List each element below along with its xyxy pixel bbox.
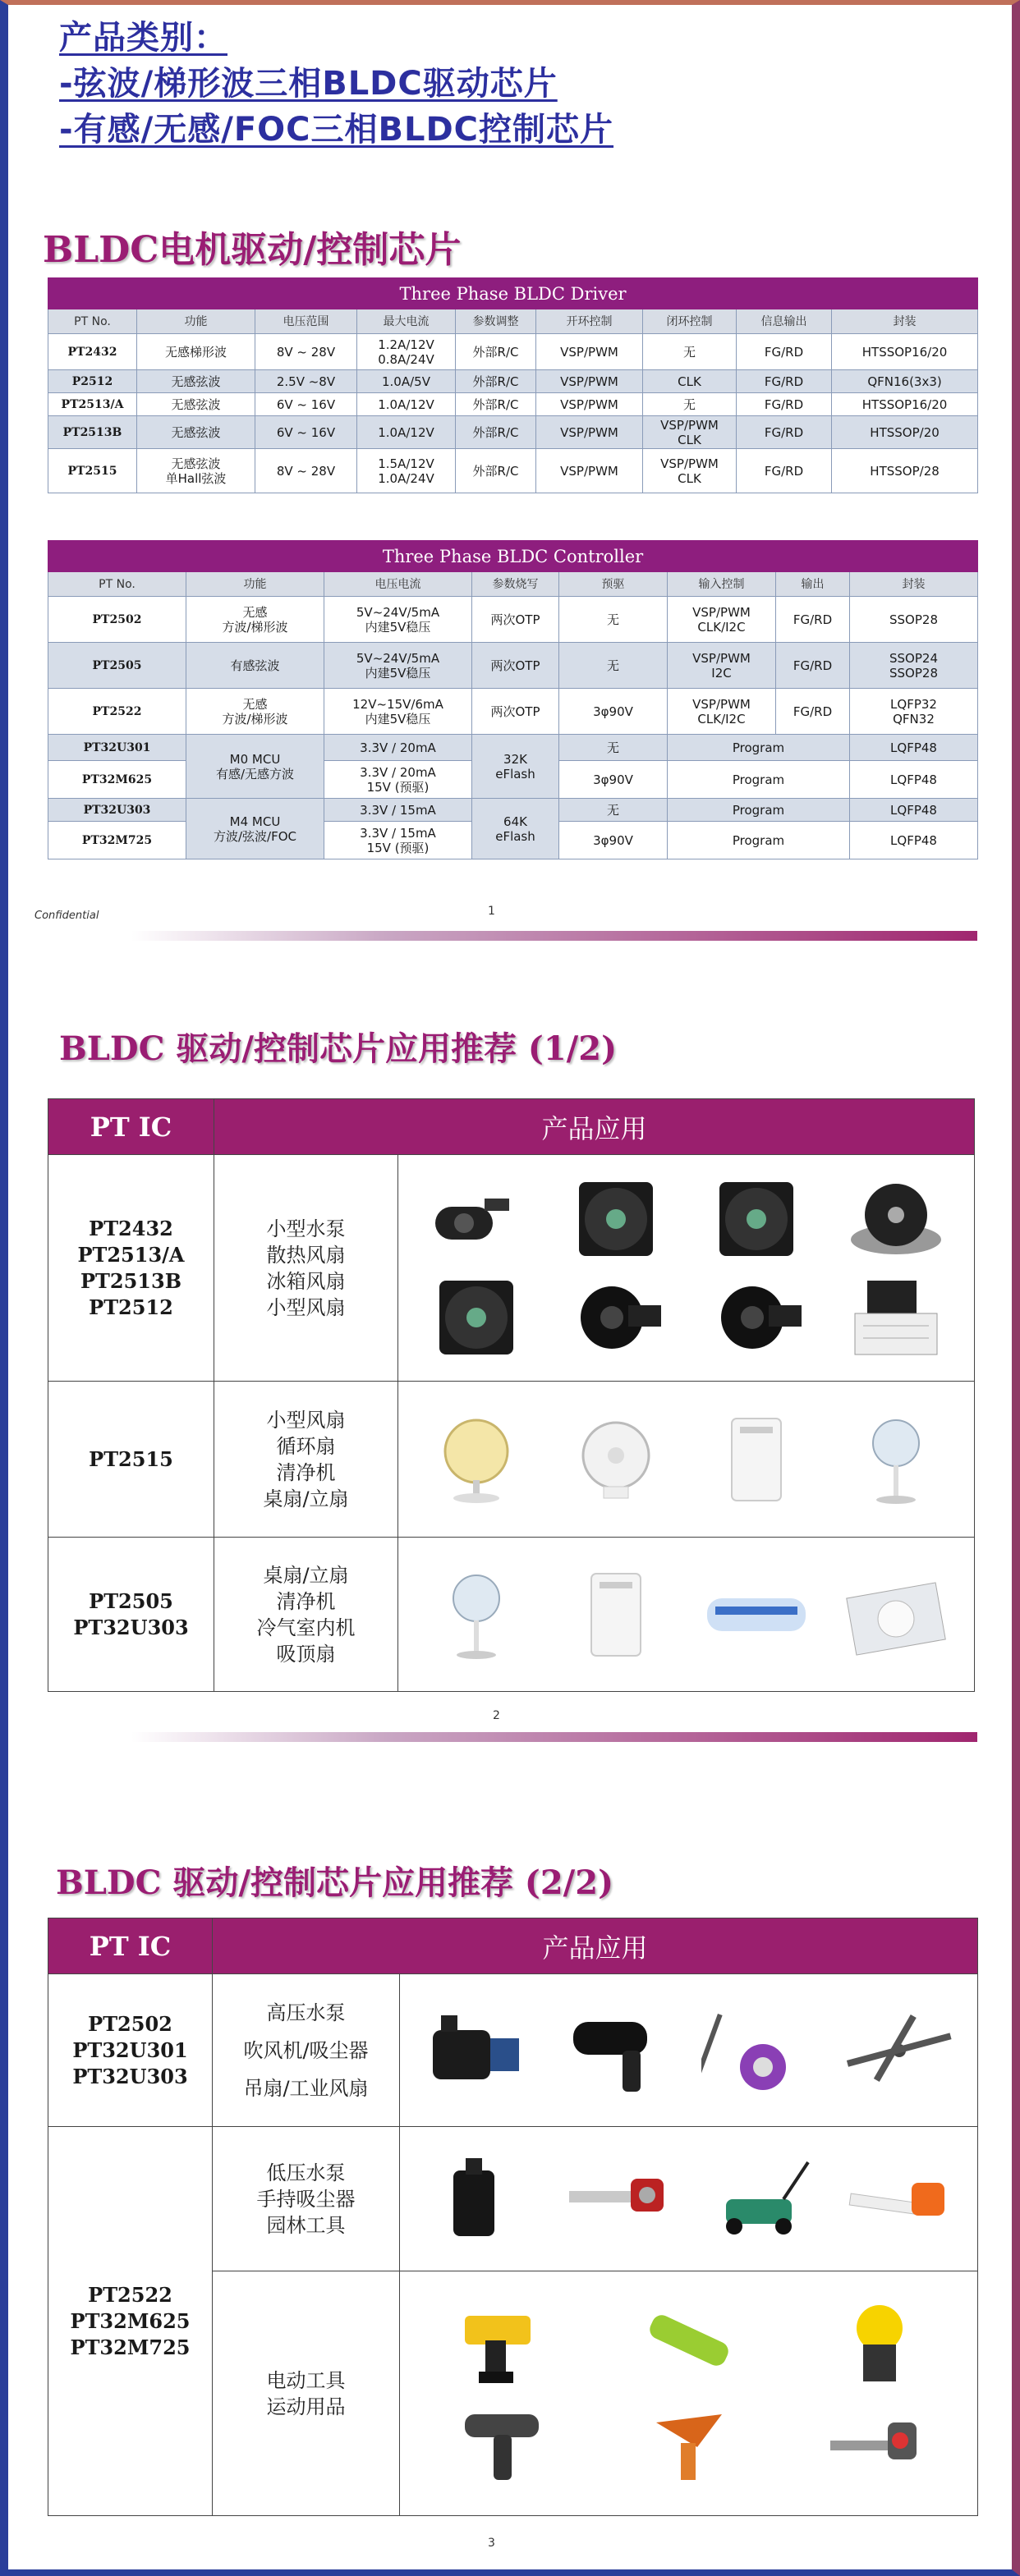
table-row bbox=[48, 334, 978, 370]
driver-table bbox=[48, 277, 978, 493]
list-item: PT32U303 bbox=[73, 1615, 189, 1639]
table-row bbox=[48, 643, 978, 689]
table-cell: SSOP28 bbox=[850, 597, 978, 643]
drill-image bbox=[416, 2295, 588, 2394]
col-header-pt-ic: PT IC bbox=[48, 1099, 214, 1155]
slide2-title: BLDC 驱动/控制芯片应用推荐 (1/2) bbox=[59, 1029, 618, 1068]
table-cell: HTSSOP/20 bbox=[832, 416, 978, 449]
slide1-title: BLDC电机驱动/控制芯片 bbox=[43, 229, 462, 271]
table-cell: PT32U303 bbox=[48, 799, 186, 822]
hair-dryer-image bbox=[553, 2001, 684, 2100]
table-cell: 两次OTP bbox=[472, 643, 559, 689]
table-cell: 8V ~ 28V bbox=[255, 334, 357, 370]
table-cell: LQFP48 bbox=[850, 735, 978, 761]
table-cell: 外部R/C bbox=[456, 334, 536, 370]
product-images bbox=[400, 2271, 978, 2516]
header-line-controller: -有感/无感/FOC三相BLDC控制芯片 bbox=[59, 111, 614, 149]
list-item: PT2502 bbox=[88, 2011, 172, 2036]
table-cell: PT32M625 bbox=[48, 761, 186, 799]
table-cell: 8V ~ 28V bbox=[255, 449, 357, 493]
table-row bbox=[48, 416, 978, 449]
table-cell: PT2522 bbox=[48, 689, 186, 735]
table-cell: 无感弦波 单Hall弦波 bbox=[137, 449, 255, 493]
ic-list bbox=[48, 1974, 213, 2127]
ic-list bbox=[48, 2127, 213, 2516]
table-row bbox=[48, 370, 978, 393]
controller-table bbox=[48, 540, 978, 859]
table-cell: 6V ~ 16V bbox=[255, 416, 357, 449]
table-cell: 无感弦波 bbox=[137, 393, 255, 416]
table-cell: LQFP48 bbox=[850, 822, 978, 859]
table-cell: QFN16(3x3) bbox=[832, 370, 978, 393]
list-item: 园林工具 bbox=[266, 2213, 346, 2237]
table-cell: 无 bbox=[643, 334, 737, 370]
table-cell: PT No. bbox=[48, 572, 186, 597]
table-cell: 无 bbox=[559, 597, 668, 643]
table-header-row bbox=[48, 572, 978, 597]
stand-fan-image bbox=[830, 1410, 962, 1509]
table-cell: FG/RD bbox=[776, 597, 850, 643]
table-row bbox=[48, 799, 978, 822]
table-cell: 3.3V / 20mA bbox=[324, 735, 472, 761]
list-item: PT2513B bbox=[80, 1268, 181, 1293]
table-cell: 1.2A/12V 0.8A/24V bbox=[357, 334, 456, 370]
desk-fan-image bbox=[411, 1410, 542, 1509]
app-list bbox=[213, 1974, 400, 2127]
app-list bbox=[214, 1382, 398, 1538]
app-table-1 bbox=[48, 1098, 975, 1692]
list-item: PT2515 bbox=[89, 1446, 173, 1471]
list-item: PT2432 bbox=[89, 1216, 173, 1240]
table-cell: 外部R/C bbox=[456, 416, 536, 449]
table-cell: 参数烧写 bbox=[472, 572, 559, 597]
ic-list bbox=[48, 1538, 214, 1692]
app-list bbox=[213, 2271, 400, 2516]
list-item: 循环扇 bbox=[276, 1434, 336, 1458]
ic-list bbox=[48, 1382, 214, 1538]
list-item: PT32U303 bbox=[72, 2064, 188, 2088]
table-cell: VSP/PWM bbox=[536, 370, 643, 393]
fan-image bbox=[691, 1170, 822, 1268]
table-cell: 无 bbox=[559, 799, 668, 822]
vacuum-image bbox=[693, 2001, 825, 2100]
product-category-header bbox=[59, 15, 613, 153]
list-item: PT2512 bbox=[89, 1295, 173, 1319]
table-cell: HTSSOP16/20 bbox=[832, 393, 978, 416]
driver-band: Three Phase BLDC Driver bbox=[48, 278, 978, 309]
circulator-image bbox=[550, 1410, 682, 1509]
page-number-1: 1 bbox=[488, 905, 495, 918]
handheld-vacuum-image bbox=[553, 2150, 684, 2248]
list-item: 运动用品 bbox=[266, 2395, 346, 2418]
table-cell: FG/RD bbox=[737, 334, 832, 370]
product-images bbox=[400, 2127, 978, 2271]
ac-indoor-image bbox=[691, 1565, 822, 1664]
table-cell: PT2515 bbox=[48, 449, 137, 493]
table-cell: 无 bbox=[643, 393, 737, 416]
ceiling-fan-blades-image bbox=[834, 2001, 965, 2100]
table-cell: Program bbox=[668, 735, 850, 761]
table-cell: 无感梯形波 bbox=[137, 334, 255, 370]
app-list bbox=[213, 2127, 400, 2271]
massage-gun-image bbox=[416, 2394, 588, 2492]
table-cell: VSP/PWM bbox=[536, 449, 643, 493]
table-cell: Program bbox=[668, 822, 850, 859]
table-cell: FG/RD bbox=[776, 689, 850, 735]
table-cell: SSOP24 SSOP28 bbox=[850, 643, 978, 689]
table-cell: HTSSOP/28 bbox=[832, 449, 978, 493]
table-cell: 1.0A/12V bbox=[357, 416, 456, 449]
table-cell: 6V ~ 16V bbox=[255, 393, 357, 416]
pruning-shears-image bbox=[603, 2394, 775, 2492]
table-cell: 两次OTP bbox=[472, 689, 559, 735]
table-cell: VSP/PWM CLK/I2C bbox=[668, 597, 776, 643]
table-cell: 3.3V / 20mA 15V (预驱) bbox=[324, 761, 472, 799]
table-cell: LQFP32 QFN32 bbox=[850, 689, 978, 735]
table-cell: P2512 bbox=[48, 370, 137, 393]
table-cell: 开环控制 bbox=[536, 309, 643, 334]
header-line-driver: -弦波/梯形波三相BLDC驱动芯片 bbox=[59, 65, 558, 103]
app-table-2 bbox=[48, 1918, 978, 2516]
page-number-3: 3 bbox=[488, 2537, 495, 2550]
table-cell: 无 bbox=[559, 643, 668, 689]
list-item: 小型风扇 bbox=[266, 1295, 346, 1319]
confidential-label: Confidential bbox=[34, 910, 99, 922]
table-cell: VSP/PWM CLK bbox=[643, 416, 737, 449]
fan-image bbox=[550, 1170, 682, 1268]
ceiling-fan-image bbox=[830, 1565, 962, 1664]
table-cell: 电压范围 bbox=[255, 309, 357, 334]
list-item: 低压水泵 bbox=[266, 2161, 346, 2184]
table-cell: 3.3V / 15mA 15V (预驱) bbox=[324, 822, 472, 859]
table-row bbox=[48, 449, 978, 493]
table-cell: M0 MCU 有感/无感方波 bbox=[186, 735, 324, 799]
col-header-app: 产品应用 bbox=[213, 1918, 978, 1974]
table-row bbox=[48, 735, 978, 761]
product-images bbox=[398, 1382, 975, 1538]
slide3-title: BLDC 驱动/控制芯片应用推荐 (2/2) bbox=[56, 1863, 614, 1902]
table-cell: 无感 方波/梯形波 bbox=[186, 597, 324, 643]
table-cell: VSP/PWM bbox=[536, 393, 643, 416]
list-item: 高压水泵 bbox=[266, 2001, 346, 2024]
table-cell: LQFP48 bbox=[850, 761, 978, 799]
ratchet-image bbox=[603, 2295, 775, 2394]
blower-image bbox=[691, 1268, 822, 1367]
table-cell: 64K eFlash bbox=[472, 799, 559, 859]
table-cell: PT2513B bbox=[48, 416, 137, 449]
table-cell: Program bbox=[668, 761, 850, 799]
list-item: 冰箱风扇 bbox=[266, 1269, 346, 1293]
stand-fan-image bbox=[411, 1565, 542, 1664]
table-cell: 无感弦波 bbox=[137, 370, 255, 393]
lawn-mower-image bbox=[693, 2150, 825, 2248]
table-cell: FG/RD bbox=[737, 449, 832, 493]
table-cell: 信息输出 bbox=[737, 309, 832, 334]
table-cell: FG/RD bbox=[737, 370, 832, 393]
table-cell: 参数调整 bbox=[456, 309, 536, 334]
table-cell: 3.3V / 15mA bbox=[324, 799, 472, 822]
list-item: 电动工具 bbox=[266, 2368, 346, 2392]
table-cell: 功能 bbox=[186, 572, 324, 597]
table-cell: 2.5V ~8V bbox=[255, 370, 357, 393]
product-images bbox=[400, 1974, 978, 2127]
table-cell: 输入控制 bbox=[668, 572, 776, 597]
list-item: PT32M625 bbox=[70, 2308, 191, 2333]
list-item: PT32U301 bbox=[72, 2037, 188, 2062]
table-cell: 电压电流 bbox=[324, 572, 472, 597]
table-cell: FG/RD bbox=[737, 416, 832, 449]
table-cell: 1.0A/5V bbox=[357, 370, 456, 393]
leaf-blower-image bbox=[834, 2150, 965, 2248]
app-list bbox=[214, 1538, 398, 1692]
list-item: 冷气室内机 bbox=[256, 1616, 356, 1639]
table-cell: 最大电流 bbox=[357, 309, 456, 334]
list-item: PT32M725 bbox=[70, 2335, 191, 2359]
cpu-cooler-image bbox=[830, 1170, 962, 1268]
slide-divider-2 bbox=[131, 1732, 977, 1742]
app-list bbox=[214, 1155, 398, 1382]
table-cell: 3φ90V bbox=[559, 761, 668, 799]
table-cell: 无 bbox=[559, 735, 668, 761]
table-cell: VSP/PWM bbox=[536, 416, 643, 449]
table-cell: VSP/PWM CLK bbox=[643, 449, 737, 493]
table-cell: 3φ90V bbox=[559, 822, 668, 859]
table-cell: 5V~24V/5mA 内建5V稳压 bbox=[324, 643, 472, 689]
list-item: 清净机 bbox=[276, 1589, 336, 1613]
table-row bbox=[48, 597, 978, 643]
product-images bbox=[398, 1155, 975, 1382]
list-item: 吹风机/吸尘器 bbox=[243, 2038, 369, 2062]
table-cell: 5V~24V/5mA 内建5V稳压 bbox=[324, 597, 472, 643]
table-cell: PT No. bbox=[48, 309, 137, 334]
list-item: 桌扇/立扇 bbox=[263, 1487, 349, 1510]
table-cell: 功能 bbox=[137, 309, 255, 334]
table-cell: LQFP48 bbox=[850, 799, 978, 822]
table-header-row bbox=[48, 309, 978, 334]
table-cell: Program bbox=[668, 799, 850, 822]
hv-pump-image bbox=[412, 2001, 544, 2100]
table-cell: PT2505 bbox=[48, 643, 186, 689]
table-cell: 12V~15V/6mA 内建5V稳压 bbox=[324, 689, 472, 735]
fan-image bbox=[411, 1268, 542, 1367]
sump-pump-image bbox=[412, 2150, 544, 2248]
table-cell: 3φ90V bbox=[559, 689, 668, 735]
list-item: 清净机 bbox=[276, 1460, 336, 1484]
table-cell: 预驱 bbox=[559, 572, 668, 597]
col-header-pt-ic: PT IC bbox=[48, 1918, 213, 1974]
list-item: 小型水泵 bbox=[266, 1217, 346, 1240]
table-cell: 1.5A/12V 1.0A/24V bbox=[357, 449, 456, 493]
table-cell: 两次OTP bbox=[472, 597, 559, 643]
header-line-category: 产品类别： bbox=[59, 19, 227, 57]
controller-band: Three Phase BLDC Controller bbox=[48, 541, 978, 572]
list-item: 吊扇/工业风扇 bbox=[243, 2076, 369, 2100]
table-cell: PT32M725 bbox=[48, 822, 186, 859]
table-cell: PT2502 bbox=[48, 597, 186, 643]
list-item: 小型风扇 bbox=[266, 1408, 346, 1432]
table-cell: M4 MCU 方波/弦波/FOC bbox=[186, 799, 324, 859]
list-item: 散热风扇 bbox=[266, 1243, 346, 1267]
table-cell: VSP/PWM I2C bbox=[668, 643, 776, 689]
table-cell: CLK bbox=[643, 370, 737, 393]
table-cell: 32K eFlash bbox=[472, 735, 559, 799]
col-header-app: 产品应用 bbox=[214, 1099, 975, 1155]
table-cell: 外部R/C bbox=[456, 449, 536, 493]
vent-fan-image bbox=[830, 1268, 962, 1367]
table-cell: 输出 bbox=[776, 572, 850, 597]
stick-vacuum-image bbox=[789, 2394, 962, 2492]
list-item: 吸顶扇 bbox=[276, 1642, 336, 1666]
table-cell: PT32U301 bbox=[48, 735, 186, 761]
table-cell: 外部R/C bbox=[456, 370, 536, 393]
table-row bbox=[48, 689, 978, 735]
table-cell: 1.0A/12V bbox=[357, 393, 456, 416]
table-cell: FG/RD bbox=[737, 393, 832, 416]
table-cell: 无感 方波/梯形波 bbox=[186, 689, 324, 735]
table-cell: PT2432 bbox=[48, 334, 137, 370]
purifier-image bbox=[691, 1410, 822, 1509]
table-cell: PT2513/A bbox=[48, 393, 137, 416]
table-cell: VSP/PWM bbox=[536, 334, 643, 370]
table-cell: 无感弦波 bbox=[137, 416, 255, 449]
table-cell: 闭环控制 bbox=[643, 309, 737, 334]
polisher-image bbox=[789, 2295, 962, 2394]
table-cell: 封装 bbox=[850, 572, 978, 597]
page-number-2: 2 bbox=[493, 1709, 500, 1722]
product-images bbox=[398, 1538, 975, 1692]
purifier-image bbox=[550, 1565, 682, 1664]
table-cell: 有感弦波 bbox=[186, 643, 324, 689]
table-cell: 封装 bbox=[832, 309, 978, 334]
table-cell: VSP/PWM CLK/I2C bbox=[668, 689, 776, 735]
blower-image bbox=[550, 1268, 682, 1367]
list-item: 手持吸尘器 bbox=[256, 2187, 356, 2211]
list-item: PT2505 bbox=[89, 1588, 173, 1613]
ic-list bbox=[48, 1155, 214, 1382]
table-cell: 外部R/C bbox=[456, 393, 536, 416]
list-item: PT2522 bbox=[88, 2282, 172, 2307]
list-item: 桌扇/立扇 bbox=[263, 1563, 349, 1587]
table-row bbox=[48, 393, 978, 416]
table-cell: FG/RD bbox=[776, 643, 850, 689]
list-item: PT2513/A bbox=[77, 1242, 185, 1267]
pump-image bbox=[411, 1170, 542, 1268]
slide-divider-1 bbox=[131, 931, 977, 941]
table-cell: HTSSOP16/20 bbox=[832, 334, 978, 370]
